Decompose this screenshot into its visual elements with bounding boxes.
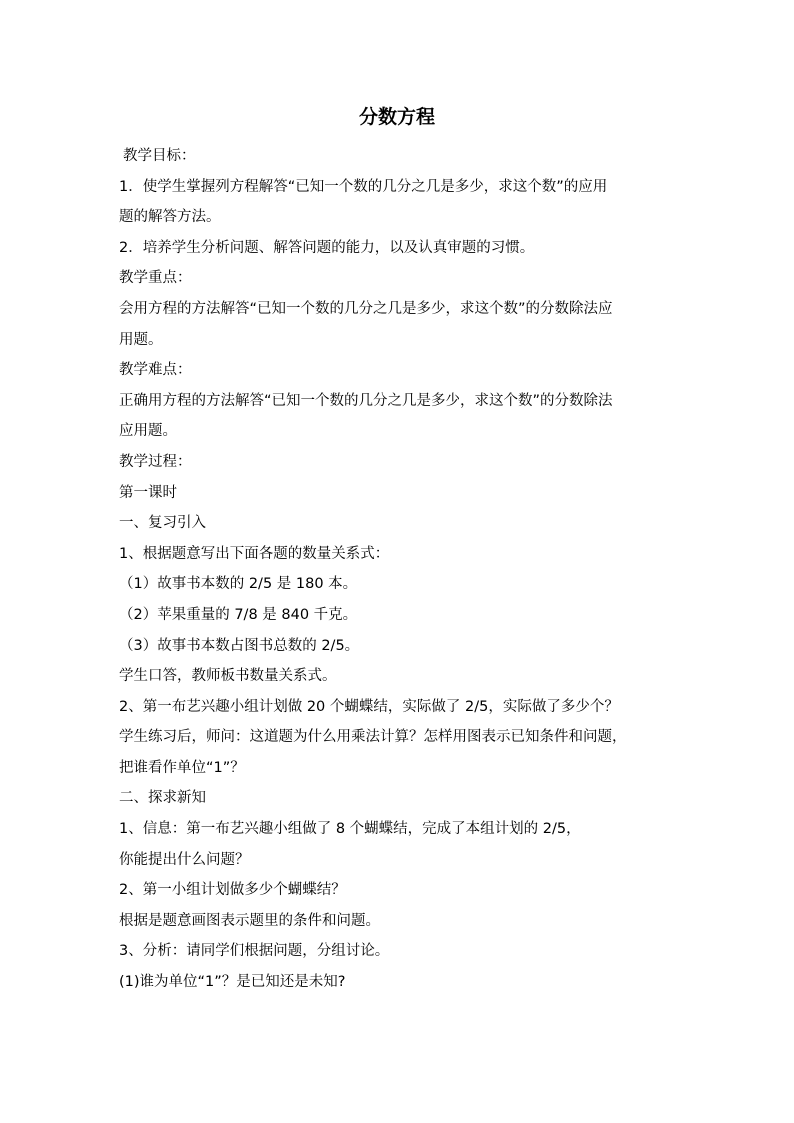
explore-item-2: 2、第一小组计划做多少个蝴蝶结？ <box>119 882 346 899</box>
explore-subitem-1: (1)谁为单位“1”？是已知还是未知? <box>119 974 346 991</box>
lesson-period: 第一课时 <box>119 484 177 501</box>
review-question-line-1: 学生练习后，师问：这道题为什么用乘法计算？怎样用图表示已知条件和问题， <box>119 729 627 746</box>
difficulty-line-1: 正确用方程的方法解答“已知一个数的几分之几是多少，求这个数”的分数除法 <box>119 392 613 409</box>
objective-1-line-1: 1．使学生掌握列方程解答“已知一个数的几分之几是多少，求这个数”的应用 <box>119 178 608 195</box>
explore-item-1: 1、信息：第一布艺兴趣小组做了 8 个蝴蝶结，完成了本组计划的 2/5， <box>119 821 581 838</box>
section-heading-objectives: 教学目标： <box>123 148 196 164</box>
review-item-2: 2、第一布艺兴趣小组计划做 20 个蝴蝶结，实际做了 2/5，实际做了多少个？ <box>119 698 619 715</box>
review-answer-note: 学生口答，教师板书数量关系式。 <box>119 668 337 685</box>
section-heading-difficulties: 教学难点： <box>119 362 192 379</box>
review-item-1: 1、根据题意写出下面各题的数量关系式： <box>119 545 390 562</box>
part-explore-new: 二、探求新知 <box>119 790 206 807</box>
review-question-line-2: 把谁看作单位“1”？ <box>119 759 245 776</box>
review-subitem-2: （2）苹果重量的 7/8 是 840 千克。 <box>119 606 358 623</box>
difficulty-line-2: 应用题。 <box>119 423 177 440</box>
section-heading-process: 教学过程： <box>119 453 192 470</box>
key-point-line-2: 用题。 <box>119 331 163 348</box>
key-point-line-1: 会用方程的方法解答“已知一个数的几分之几是多少，求这个数”的分数除法应 <box>119 300 613 317</box>
document-title: 分数方程 <box>358 106 435 128</box>
review-subitem-3: （3）故事书本数占图书总数的 2/5。 <box>119 637 360 654</box>
document-body <box>119 141 679 998</box>
objective-2: 2．培养学生分析问题、解答问题的能力，以及认真审题的习惯。 <box>119 239 535 256</box>
explore-item-2-note: 根据是题意画图表示题里的条件和问题。 <box>119 912 380 929</box>
review-subitem-1: （1）故事书本数的 2/5 是 180 本。 <box>119 576 358 593</box>
explore-item-3: 3、分析：请同学们根据问题，分组讨论。 <box>119 943 390 960</box>
part-review-intro: 一、复习引入 <box>119 515 206 532</box>
objective-1-line-2: 题的解答方法。 <box>119 209 221 226</box>
section-heading-key-points: 教学重点： <box>119 270 192 287</box>
explore-item-1-question: 你能提出什么问题？ <box>119 851 250 868</box>
